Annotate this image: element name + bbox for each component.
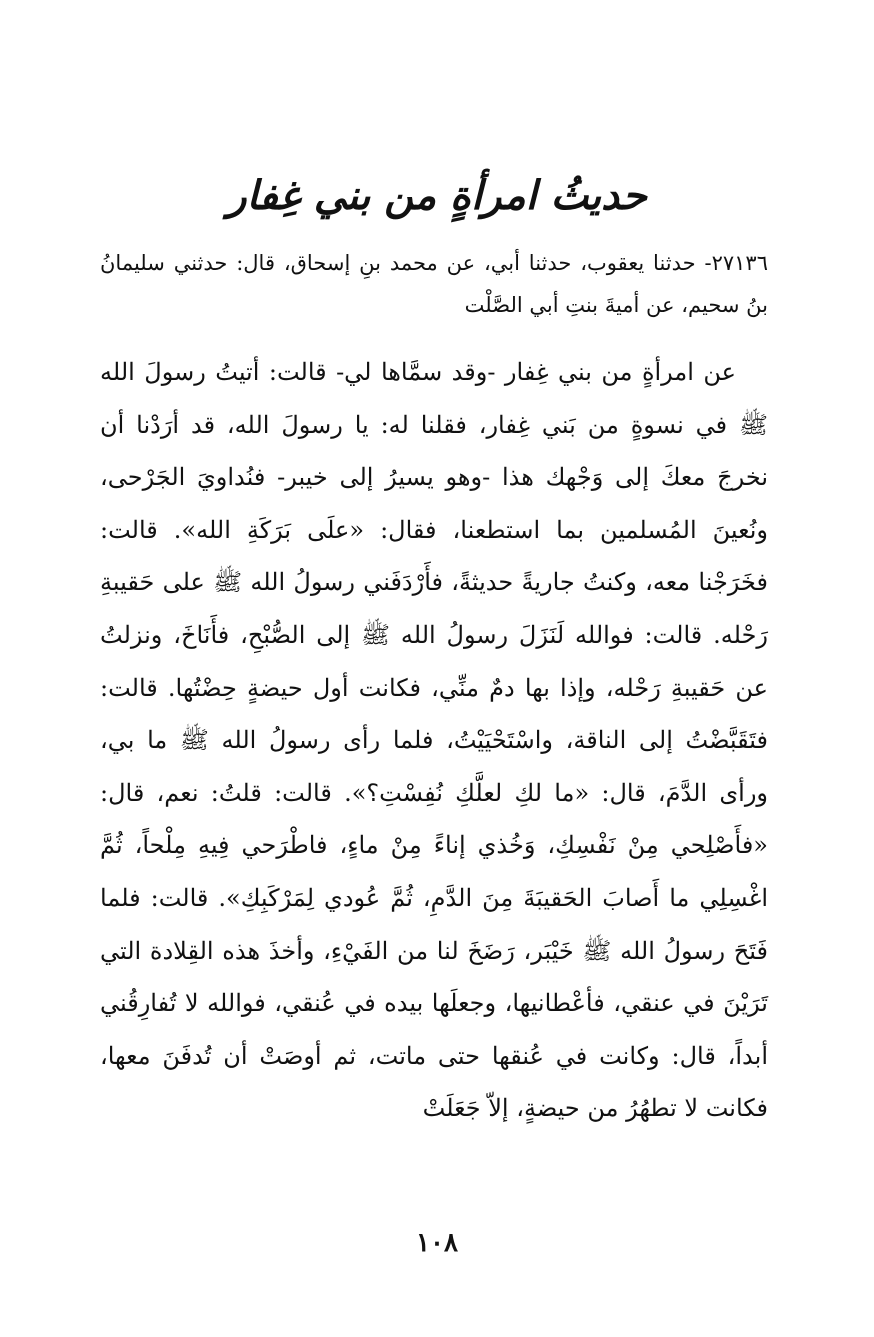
page-number: ١٠٨ xyxy=(416,1228,458,1258)
hadith-isnad: ٢٧١٣٦- حدثنا يعقوب، حدثنا أبي، عن محمد بنِ إسحاق، قال: حدثني سليمانُ بنُ سحيم، عن أميةَ بنتِ أبي الصَّلْت xyxy=(100,251,768,317)
hadith-text: عن امرأةٍ من بني غِفار -وقد سمَّاها لي- قالت: أتيتُ رسولَ الله ﷺ في نسوةٍ من بَني غِفار، فقلنا له: يا رسولَ الله، قد أرَدْنا أن نخرجَ معكَ إلى وَجْهك هذا -وهو يسيرُ إلى خيبر- فنُداويَ الجَرْحى، ونُعينَ المُسلمين بما استطعنا، فقال: «علَى بَرَكَةِ الله». قالت: فخَرَجْنا معه، وكنتُ جاريةً حديثةً، فأَرْدَفَني رسولُ الله ﷺ على حَقيبةِ رَحْله. قالت: فوالله لَنَزَلَ رسولُ الله ﷺ إلى الصُّبْحِ، فأَنَاخَ، ونزلتُ عن حَقيبةِ رَحْله، وإذا بها دمٌ منِّي، فكانت أول حيضةٍ حِضْتُها. قالت: فتَقَبَّضْتُ إلى الناقة، واسْتَحْيَيْتُ، فلما رأى رسولُ الله ﷺ ما بي، ورأى الدَّمَ، قال: «ما لكِ لعلَّكِ نُفِسْتِ؟». قالت: قلتُ: نعم، قال: «فأَصْلِحي مِنْ نَفْسِكِ، وَخُذي إناءً مِنْ ماءٍ، فاطْرَحي فِيهِ مِلْحاً، ثُمَّ اغْسِلِي ما أَصابَ الحَقيبَةَ مِنَ الدَّمِ، ثُمَّ عُودي لِمَرْكَبِكِ». قالت: فلما فَتَحَ رسولُ الله ﷺ خَيْبَر، رَضَخَ لنا من الفَيْءِ، وأخذَ هذه القِلادة التي تَرَيْنَ في عنقي، فأعْطانيها، وجعلَها بيده في عُنقي، فوالله لا تُفارِقُني أبداً، قال: وكانت في عُنقها حتى ماتت، ثم أوصَتْ أن تُدفَنَ معها، فكانت لا تطهُرُ من حيضةٍ، إلاّ جَعَلَتْ xyxy=(100,358,769,1123)
chapter-title: حديثُ امرأةٍ من بني غِفار xyxy=(227,172,647,219)
